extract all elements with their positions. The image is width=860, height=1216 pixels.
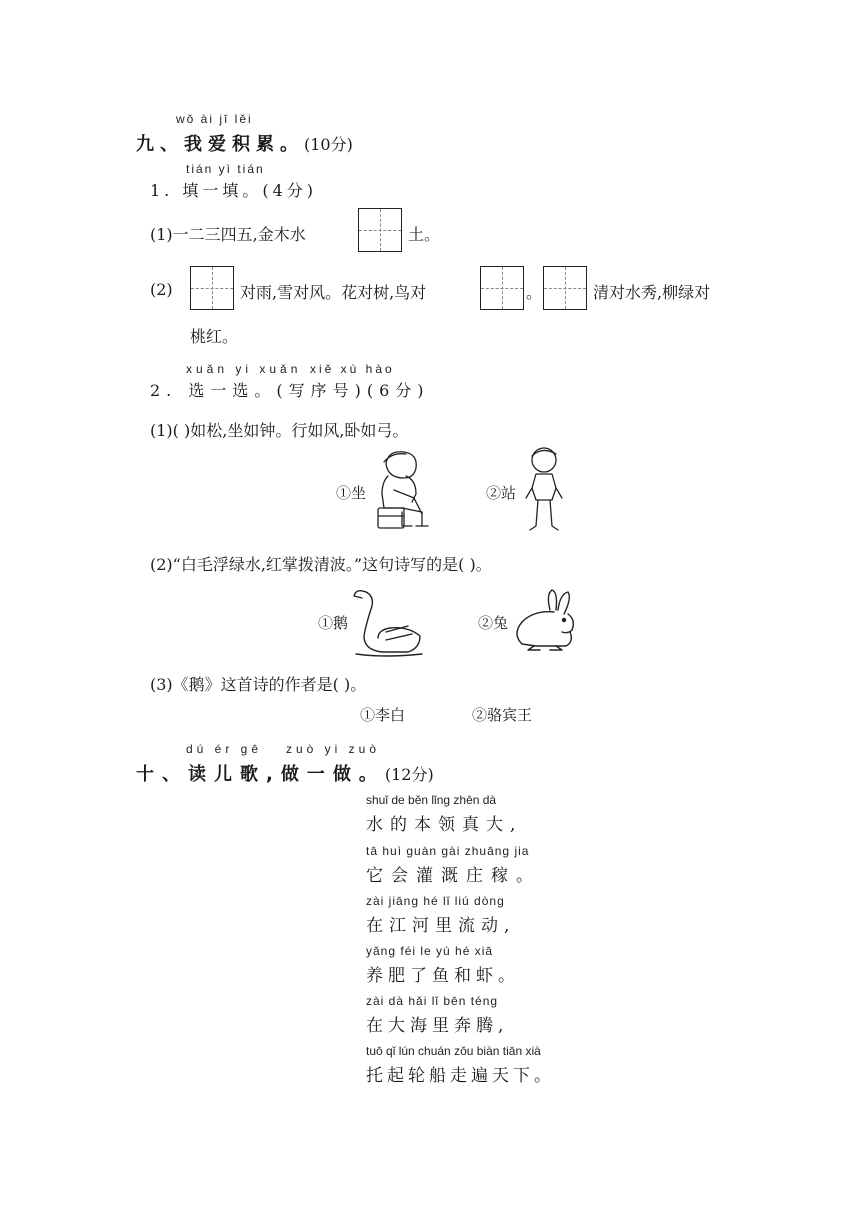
q1-pinyin: tián yì tián — [186, 162, 265, 176]
q2-item1-option1: ①坐 — [336, 484, 367, 502]
section-10-title-text: 十、读儿歌,做一做。 — [136, 764, 385, 785]
rabbit-illustration — [510, 588, 582, 654]
q1-item1-end: 土。 — [408, 225, 441, 244]
q2-item2-option1: ①鹅 — [318, 614, 349, 632]
answer-box-1[interactable] — [358, 208, 402, 252]
section-10-pinyin-b: zuò yi zuò — [286, 742, 381, 756]
q2-item3-option2: ②骆宾王 — [472, 706, 533, 724]
q2-item3-option1: ①李白 — [360, 706, 406, 724]
q1-item2-text: 对雨,雪对风。花对树,鸟对 — [240, 283, 427, 302]
q1-item2-cont: 清对水秀,柳绿对 — [593, 283, 711, 302]
section-10-score: (12分) — [384, 765, 434, 784]
q1-title: 1. 填一填。(4分) — [150, 181, 318, 200]
q2-item3-text: (3)《鹅》这首诗的作者是( )。 — [150, 675, 367, 694]
poem-line-3-pinyin: zài jiāng hé lǐ liú dòng — [366, 894, 505, 908]
q1-item1-text: (1)一二三四五,金木水 — [150, 225, 306, 244]
q2-item1-option2: ②站 — [486, 484, 517, 502]
section-10-pinyin-a: dú ér gē — [186, 742, 263, 756]
poem-line-6: 托起轮船走遍天下。 — [366, 1066, 555, 1086]
poem-line-2: 它会灌溉庄稼。 — [366, 866, 541, 886]
goose-illustration — [352, 584, 424, 658]
sitting-boy-illustration — [372, 446, 434, 534]
poem-line-6-pinyin: tuō qǐ lún chuán zǒu biàn tiān xià — [366, 1044, 541, 1058]
poem-line-5: 在大海里奔腾, — [366, 1016, 509, 1036]
section-9-title-text: 九、我爱积累。 — [136, 134, 304, 155]
q1-item2-sep: 。 — [526, 283, 543, 302]
section-10-title — [136, 760, 434, 786]
answer-box-2[interactable] — [190, 266, 234, 310]
q2-item2-text: (2)“白毛浮绿水,红掌拨清波。”这句诗写的是( )。 — [150, 555, 492, 574]
poem-line-4-pinyin: yǎng féi le yú hé xiā — [366, 944, 494, 958]
section-9-score: (10分) — [304, 135, 353, 154]
poem-line-5-pinyin: zài dà hǎi lǐ bēn téng — [366, 994, 499, 1008]
poem-line-1: 水的本领真大, — [366, 815, 523, 835]
section-9-pinyin: wǒ ài jī lěi — [176, 112, 253, 126]
q2-item1-text: (1)( )如松,坐如钟。行如风,卧如弓。 — [150, 421, 409, 440]
q1-item2-label: (2) — [150, 280, 173, 299]
poem-line-1-pinyin: shuǐ de běn lǐng zhēn dà — [366, 793, 497, 807]
poem-line-4: 养肥了鱼和虾。 — [366, 966, 520, 986]
standing-boy-illustration — [522, 444, 566, 534]
answer-box-3[interactable] — [480, 266, 524, 310]
q2-item2-option2: ②兔 — [478, 614, 509, 632]
q2-title: 2. 选一选。(写序号)(6分) — [150, 381, 430, 400]
section-9-title — [136, 130, 353, 156]
answer-box-4[interactable] — [543, 266, 587, 310]
q2-pinyin-a: xuǎn yi xuǎn — [186, 362, 302, 376]
poem-line-3: 在江河里流动, — [366, 916, 516, 936]
poem-line-2-pinyin: tā huì guàn gài zhuāng jia — [366, 844, 530, 858]
q2-pinyin-b: xiě xù hào — [310, 362, 395, 376]
q1-item2-end: 桃红。 — [190, 327, 239, 346]
